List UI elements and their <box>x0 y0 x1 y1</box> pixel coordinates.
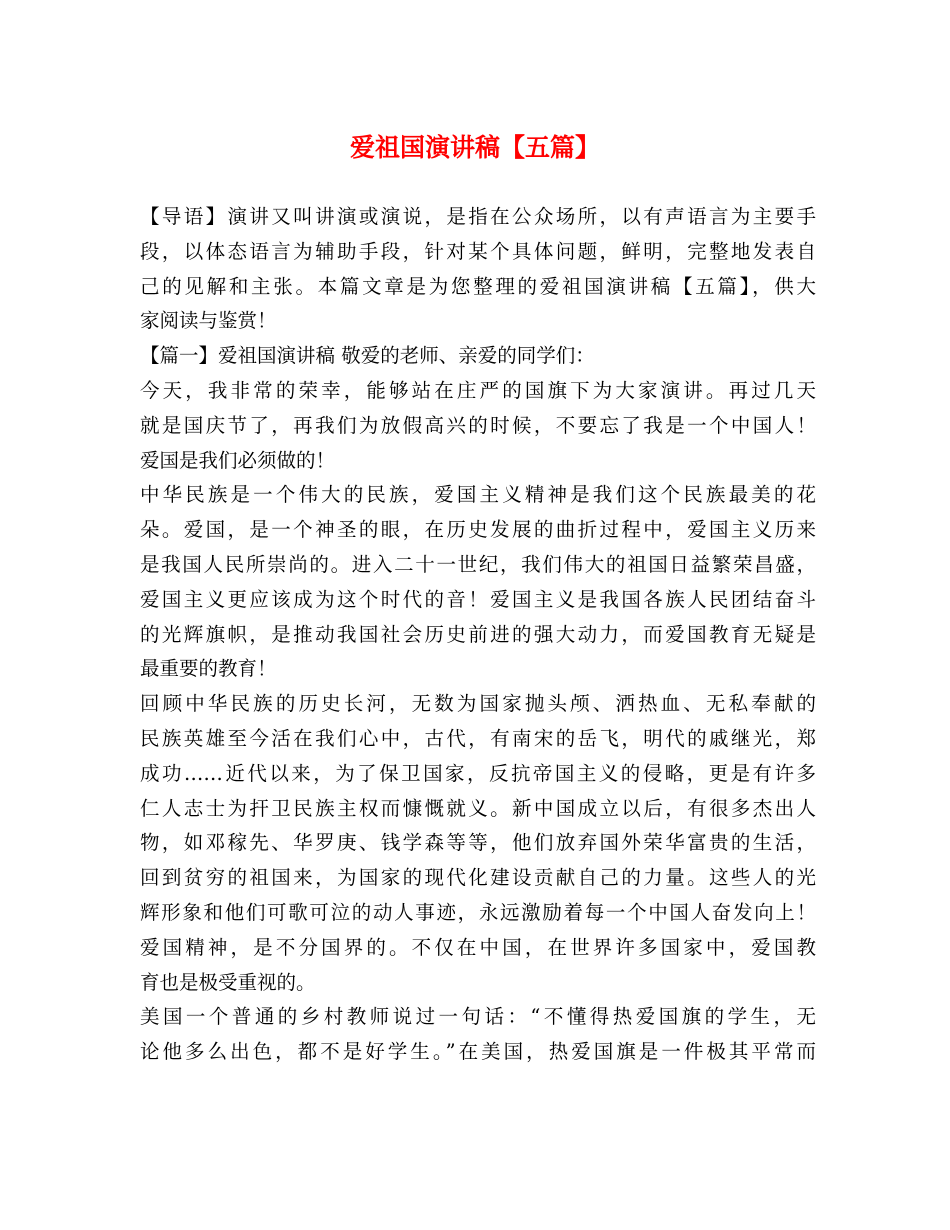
text-line: 物，如邓稼先、华罗庚、钱学森等等，他们放弃国外荣华富贵的生活， <box>140 831 816 855</box>
text-line: 今天，我非常的荣幸，能够站在庄严的国旗下为大家演讲。再过几天 <box>140 378 816 402</box>
text-line: 爱国是我们必须做的！ <box>140 448 336 472</box>
text-line: 【导语】演讲又叫讲演或演说，是指在公众场所，以有声语言为主要手 <box>140 205 816 228</box>
text-line: 是我国人民所崇尚的。进入二十一世纪，我们伟大的祖国日益繁荣昌盛， <box>140 552 816 576</box>
text-line: 回顾中华民族的历史长河，无数为国家抛头颅、洒热血、无私奉献的 <box>140 692 816 716</box>
text-line: 中华民族是一个伟大的民族，爱国主义精神是我们这个民族最美的花 <box>140 483 816 507</box>
text-line: 仁人志士为扞卫民族主权而慷慨就义。新中国成立以后，有很多杰出人 <box>140 796 816 820</box>
text-line: 成功……近代以来，为了保卫国家，反抗帝国主义的侵略，更是有许多 <box>140 761 816 785</box>
text-line: 段，以体态语言为辅助手段，针对某个具体问题，鲜明，完整地发表自 <box>140 239 816 263</box>
text-line: 就是国庆节了，再我们为放假高兴的时候，不要忘了我是一个中国人！ <box>140 413 816 437</box>
text-line: 民族英雄至今活在我们心中，古代，有南宋的岳飞，明代的戚继光，郑 <box>140 726 816 750</box>
text-line: 辉形象和他们可歌可泣的动人事迹，永远激励着每一个中国人奋发向上！ <box>140 900 816 924</box>
text-line: 最重要的教育！ <box>140 657 277 681</box>
text-line: 论他多么出色，都不是好学生。”在美国，热爱国旗是一件极其平常而 <box>140 1040 816 1064</box>
text-line: 爱国精神，是不分国界的。不仅在中国，在世界许多国家中，爱国教 <box>140 935 816 959</box>
text-line: 【篇一】爱祖国演讲稿 敬爱的老师、亲爱的同学们： <box>140 344 595 368</box>
text-line: 家阅读与鉴赏！ <box>140 309 277 333</box>
text-line: 回到贫穷的祖国来，为国家的现代化建设贡献自己的力量。这些人的光 <box>140 866 816 890</box>
document-title: 爱祖国演讲稿【五篇】 <box>349 133 600 162</box>
text-line: 朵。爱国，是一个神圣的眼，在历史发展的曲折过程中，爱国主义历来 <box>140 518 816 542</box>
text-line: 己的见解和主张。本篇文章是为您整理的爱祖国演讲稿【五篇】，供大 <box>140 274 816 298</box>
text-line: 育也是极受重视的。 <box>140 970 316 994</box>
text-line: 爱国主义更应该成为这个时代的音！爱国主义是我国各族人民团结奋斗 <box>140 587 816 611</box>
text-line: 美国一个普通的乡村教师说过一句话：“不懂得热爱国旗的学生，无 <box>140 1005 816 1029</box>
text-line: 的光辉旗帜，是推动我国社会历史前进的强大动力，而爱国教育无疑是 <box>140 622 816 646</box>
document-body <box>140 200 816 1070</box>
